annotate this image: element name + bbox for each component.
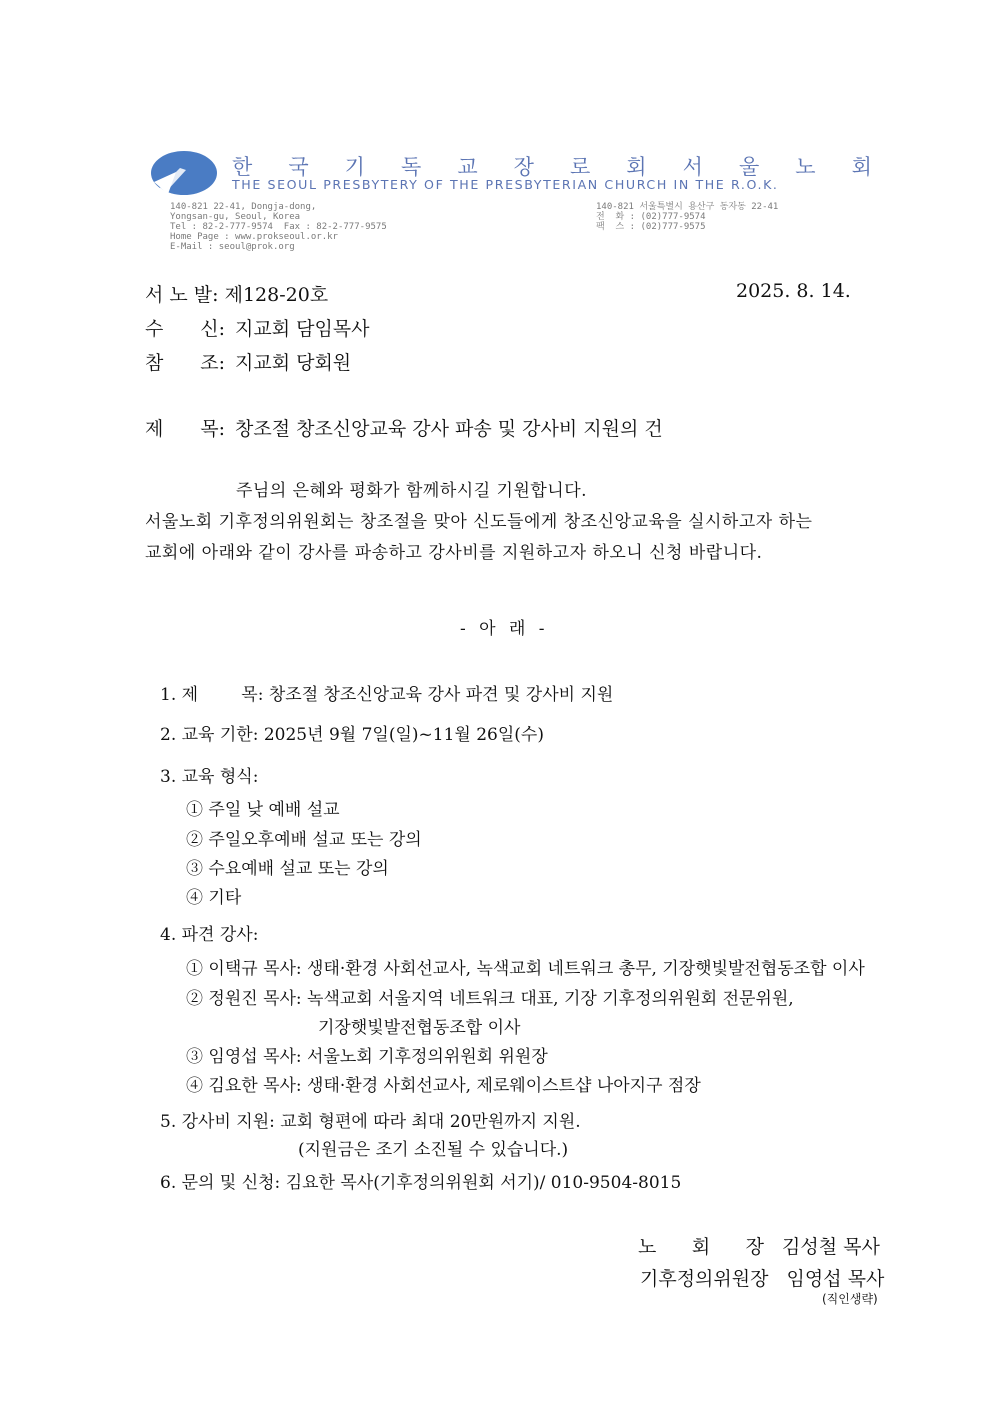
item-3-sub: ② 주일오후예배 설교 또는 강의 (186, 830, 422, 850)
org-name-char: 한 (232, 155, 253, 179)
item-3-sub: ① 주일 낮 예배 설교 (186, 800, 340, 820)
greeting: 주님의 은혜와 평화가 함께하시길 기원합니다. (236, 481, 588, 501)
item-5-note: (지원금은 조기 소진될 수 있습니다.) (298, 1140, 569, 1160)
document-date: 2025. 8. 14. (736, 280, 851, 302)
org-name-char: 국 (288, 155, 309, 179)
recipient: 수 신: 지교회 담임목사 (145, 314, 370, 341)
body-line-2: 교회에 아래와 같이 강사를 파송하고 강사비를 지원하고자 하오니 신청 바랍니다. (145, 543, 763, 563)
item-4-sub: ② 정원진 목사: 녹색교회 서울지역 네트워크 대표, 기장 기후정의위원회 전문위원, (186, 989, 794, 1009)
item-3-sub: ③ 수요예배 설교 또는 강의 (186, 859, 389, 879)
subject-label-char: 목: (200, 418, 225, 440)
org-name-char: 기 (344, 155, 365, 179)
item-4-sub: ④ 김요한 목사: 생태·환경 사회선교사, 제로웨이스트샵 나아지구 점장 (186, 1076, 701, 1096)
signature-line-2: 기후정의위원장 임영섭 목사 (640, 1268, 885, 1290)
org-name-char: 독 (400, 155, 422, 179)
address-korean: 140-821 서울특별시 용산구 동자동 22-41 전 화 : (02)777-9574 팩 스 : (02)777-9575 (596, 202, 779, 232)
org-name-char: 노 (795, 155, 816, 179)
document-number: 서 노 발: 제128-20호 (145, 284, 329, 306)
org-name-char: 장 (513, 155, 534, 179)
notice-heading: - 아 래 - (460, 619, 549, 639)
item-4: 4. 파견 강사: (160, 925, 259, 945)
presbytery-logo-icon (150, 150, 218, 196)
org-name-char: 회 (626, 155, 647, 179)
reference-label-char: 조: (200, 352, 225, 374)
item-5: 5. 강사비 지원: 교회 형편에 따라 최대 20만원까지 지원. (160, 1112, 581, 1132)
item-4-sub: ① 이택규 목사: 생태·환경 사회선교사, 녹색교회 네트워크 총무, 기장햇빛발전협동조합 이사 (186, 959, 865, 979)
signature-title-char: 장 (745, 1236, 764, 1258)
item-3-sub: ④ 기타 (186, 888, 242, 908)
recipient-label-char: 신: (200, 318, 225, 340)
subject: 제 목: 창조절 창조신앙교육 강사 파송 및 강사비 지원의 건 (145, 414, 663, 441)
address-english: 140-821 22-41, Dongja-dong, Yongsan-gu, Seoul, Korea Tel : 82-2-777-9574 Fax : 82-2-777-9575 Home Page : www.prokseoul.or.kr E-Mail : seoul@prok.org (170, 202, 387, 252)
signature-title-char: 회 (691, 1236, 711, 1258)
seal-note: (직인생략) (822, 1292, 878, 1306)
org-name-english: THE SEOUL PRESBYTERY OF THE PRESBYTERIAN CHURCH IN THE R.O.K. (232, 177, 779, 192)
org-name-char: 로 (569, 155, 591, 179)
subject-label-char: 제 (145, 418, 164, 440)
body-line-1: 서울노회 기후정의위원회는 창조절을 맞아 신도들에게 창조신앙교육을 실시하고자 하는 (145, 512, 813, 532)
org-name-char: 교 (457, 155, 478, 179)
recipient-label-char: 수 (145, 318, 164, 340)
item-1: 1. 제 목: 창조절 창조신앙교육 강사 파견 및 강사비 지원 (160, 685, 614, 705)
signature-title-char: 노 (638, 1236, 657, 1258)
item-2: 2. 교육 기한: 2025년 9월 7일(일)~11월 26일(수) (160, 725, 544, 745)
signature-line-1: 노 회 장 김성철 목사 (638, 1232, 880, 1259)
org-name-char: 서 (682, 155, 703, 179)
reference: 참 조: 지교회 당회원 (145, 348, 351, 375)
item-4-sub: ③ 임영섭 목사: 서울노회 기후정의위원회 위원장 (186, 1047, 548, 1067)
item-6: 6. 문의 및 신청: 김요한 목사(기후정의위원회 서기)/ 010-9504-8015 (160, 1173, 682, 1193)
org-name-char: 회 (851, 155, 872, 179)
item-3: 3. 교육 형식: (160, 767, 259, 787)
org-name-char: 울 (738, 155, 760, 179)
item-4-sub-cont: 기장햇빛발전협동조합 이사 (318, 1018, 521, 1038)
reference-label-char: 참 (145, 352, 164, 374)
